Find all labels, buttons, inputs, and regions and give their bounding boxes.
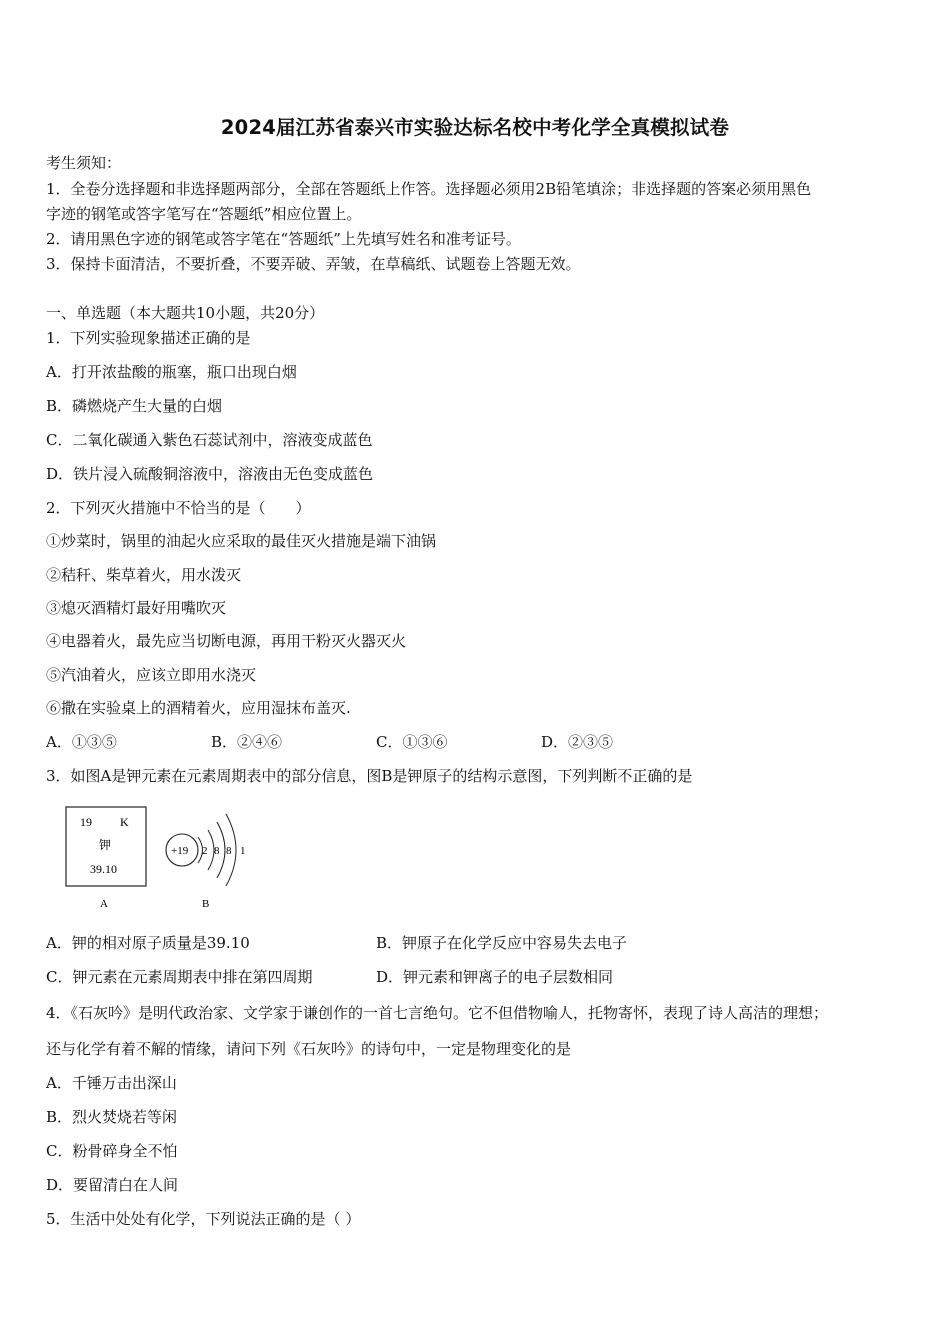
- figure-label-b: B: [202, 898, 210, 910]
- question-4-stem: 4．《石灰吟》是明代政治家、文学家于谦创作的一首七言绝句。它不但借物喻人，托物寄怀，表现了诗人高洁的理想；: [46, 1004, 829, 1022]
- notice-heading: 考生须知：: [46, 154, 122, 172]
- notice-item: 3．保持卡面清洁，不要折叠，不要弄破、弄皱，在草稿纸、试题卷上答题无效。: [46, 255, 581, 273]
- element-symbol: K: [120, 815, 129, 829]
- question-2-stem: 2．下列灭火措施中不恰当的是（ ）: [46, 499, 311, 517]
- question-2-option-c: C．①③⑥: [376, 733, 448, 751]
- question-2-item: ⑤汽油着火，应该立即用水浇灭: [46, 666, 257, 684]
- question-3-stem: 3．如图A是钾元素在元素周期表中的部分信息，图B是钾原子的结构示意图，下列判断不正确的是: [46, 767, 693, 785]
- question-1-option-a: A．打开浓盐酸的瓶塞，瓶口出现白烟: [46, 363, 297, 381]
- question-2-item: ④电器着火，最先应当切断电源，再用干粉灭火器灭火: [46, 632, 407, 650]
- question-3-option-a: A．钾的相对原子质量是39.10: [46, 934, 250, 952]
- question-4-option-c: C．粉骨碎身全不怕: [46, 1142, 178, 1160]
- question-4-option-a: A．千锤万击出深山: [46, 1074, 177, 1092]
- question-4-stem-continued: 还与化学有着不解的情缘，请问下列《石灰吟》的诗句中，一定是物理变化的是: [46, 1040, 572, 1058]
- notice-item: 2．请用黑色字迹的钢笔或答字笔在“答题纸”上先填写姓名和准考证号。: [46, 230, 521, 248]
- nucleus-charge: +19: [171, 845, 189, 857]
- question-2-item: ⑥撒在实验桌上的酒精着火，应用湿抹布盖灭.: [46, 699, 351, 717]
- question-1-option-c: C．二氧化碳通入紫色石蕊试剂中，溶液变成蓝色: [46, 431, 373, 449]
- question-3-option-b: B．钾原子在化学反应中容易失去电子: [376, 934, 628, 952]
- question-1-option-b: B．磷燃烧产生大量的白烟: [46, 397, 223, 415]
- question-3-option-d: D．钾元素和钾离子的电子层数相同: [376, 968, 614, 986]
- question-5-stem: 5．生活中处处有化学，下列说法正确的是（ ）: [46, 1210, 361, 1228]
- atomic-number: 19: [80, 815, 92, 829]
- question-1-stem: 1．下列实验现象描述正确的是: [46, 329, 251, 347]
- question-2-item: ③熄灭酒精灯最好用嘴吹灭: [46, 599, 227, 617]
- notice-item: 1．全卷分选择题和非选择题两部分，全部在答题纸上作答。选择题必须用2B铅笔填涂；非选择题的答案必须用黑色: [46, 180, 812, 198]
- page-title: 2024届江苏省泰兴市实验达标名校中考化学全真模拟试卷: [220, 116, 730, 139]
- figure-label-a: A: [100, 898, 108, 910]
- question-3-option-c: C．钾元素在元素周期表中排在第四周期: [46, 968, 313, 986]
- question-2-item: ①炒菜时，锅里的油起火应采取的最佳灭火措施是端下油锅: [46, 532, 437, 550]
- element-name: 钾: [99, 838, 112, 852]
- potassium-figure: [60, 800, 270, 915]
- shell-electrons-4: 1: [240, 845, 246, 857]
- question-4-option-d: D．要留清白在人间: [46, 1176, 179, 1194]
- shell-electrons-1: 2: [202, 845, 208, 857]
- notice-item: 字迹的钢笔或答字笔写在“答题纸”相应位置上。: [46, 205, 362, 223]
- question-2-option-b: B．②④⑥: [211, 733, 283, 751]
- question-1-option-d: D．铁片浸入硫酸铜溶液中，溶液由无色变成蓝色: [46, 465, 374, 483]
- atomic-mass: 39.10: [90, 862, 117, 876]
- question-2-option-a: A．①③⑤: [46, 733, 117, 751]
- shell-electrons-3: 8: [226, 845, 232, 857]
- question-2-item: ②秸秆、柴草着火，用水泼灭: [46, 566, 242, 584]
- section-heading: 一、单选题（本大题共10小题，共20分）: [46, 304, 325, 322]
- question-2-option-d: D．②③⑤: [541, 733, 614, 751]
- question-4-option-b: B．烈火焚烧若等闲: [46, 1108, 178, 1126]
- shell-electrons-2: 8: [214, 845, 220, 857]
